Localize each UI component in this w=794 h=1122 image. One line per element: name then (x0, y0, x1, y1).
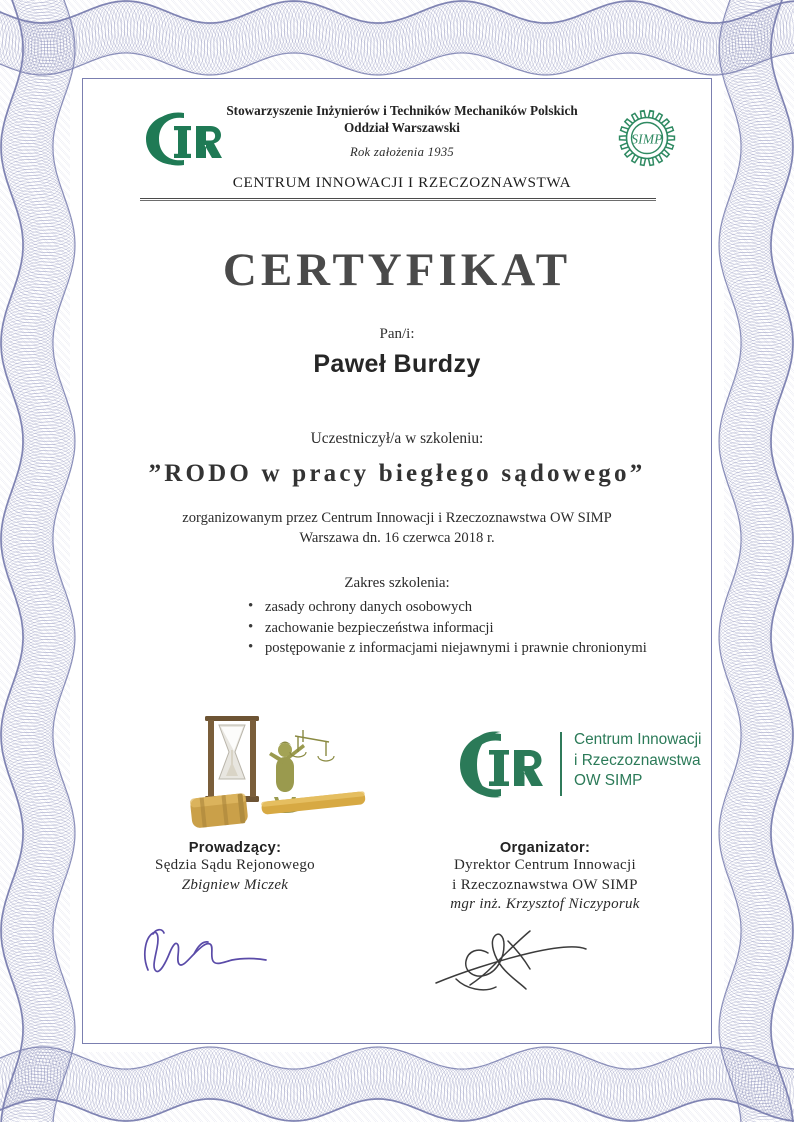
list-item: • zasady ochrony danych osobowych (248, 597, 718, 618)
organized-by-line: zorganizowanym przez Centrum Innowacji i Rzeczoznawstwa OW SIMP (182, 510, 612, 526)
centre-name: CENTRUM INNOWACJI I RZECZOZNAWSTWA (232, 174, 572, 191)
signature-block-presenter (90, 840, 380, 895)
presenter-name: Zbigniew Miczek (181, 876, 289, 893)
organizer-name: mgr inż. Krzysztof Niczyporuk (450, 896, 640, 912)
certificate-header (82, 102, 712, 222)
organizer-title-line-1: Dyrektor Centrum Innowacji (454, 857, 636, 873)
participation-label: Uczestniczył/a w szkoleniu: (310, 430, 484, 447)
organizer-info (82, 508, 712, 548)
organisation-name (182, 102, 622, 160)
simp-gear-logo-icon (617, 108, 677, 168)
scope-list (248, 597, 718, 659)
footer-logo-line-2: i Rzeczoznawstwa (574, 751, 701, 769)
footer-logo-line-1: Centrum Innowacji (574, 731, 702, 748)
org-line-1: Stowarzyszenie Inżynierów i Techników Mechaników Polskich (226, 103, 578, 118)
footer-cir-logo (452, 726, 702, 812)
header-rule (140, 198, 656, 201)
cir-logo-icon (452, 730, 550, 800)
logo-divider (560, 732, 562, 796)
certificate-content (82, 78, 712, 1044)
scope-label: Zakres szkolenia: (344, 575, 450, 591)
organizer-role-label: Organizator: (499, 840, 591, 856)
course-title: ”RODO w pracy biegłego sądowego” (148, 460, 646, 487)
organizer-signature-ink (400, 923, 690, 993)
organizer-title-line-2: i Rzeczoznawstwa OW SIMP (452, 876, 638, 893)
recipient-label: Pan/i: (379, 326, 415, 342)
presenter-title: Sędzia Sądu Rejonowego (155, 857, 315, 873)
page-title: CERTYFIKAT (222, 244, 572, 296)
footer-logo-text (574, 730, 704, 792)
svg-text:SIMP: SIMP (631, 131, 663, 147)
footer-logo-line-3: OW SIMP (574, 772, 643, 790)
justice-illustration (177, 700, 377, 840)
founded-year: Rok założenia 1935 (349, 145, 455, 159)
presenter-role-label: Prowadzący: (188, 840, 282, 856)
place-date-line: Warszawa dn. 16 czerwca 2018 r. (299, 530, 495, 546)
signature-block-organizer (400, 840, 690, 915)
org-line-2: Oddział Warszawski (344, 120, 460, 135)
list-item: • postępowanie z informacjami niejawnymi i prawnie chronionymi (248, 638, 718, 659)
recipient-name: Paweł Burdzy (313, 350, 481, 378)
list-item: • zachowanie bezpieczeństwa informacji (248, 618, 718, 639)
presenter-signature-ink (90, 916, 380, 986)
